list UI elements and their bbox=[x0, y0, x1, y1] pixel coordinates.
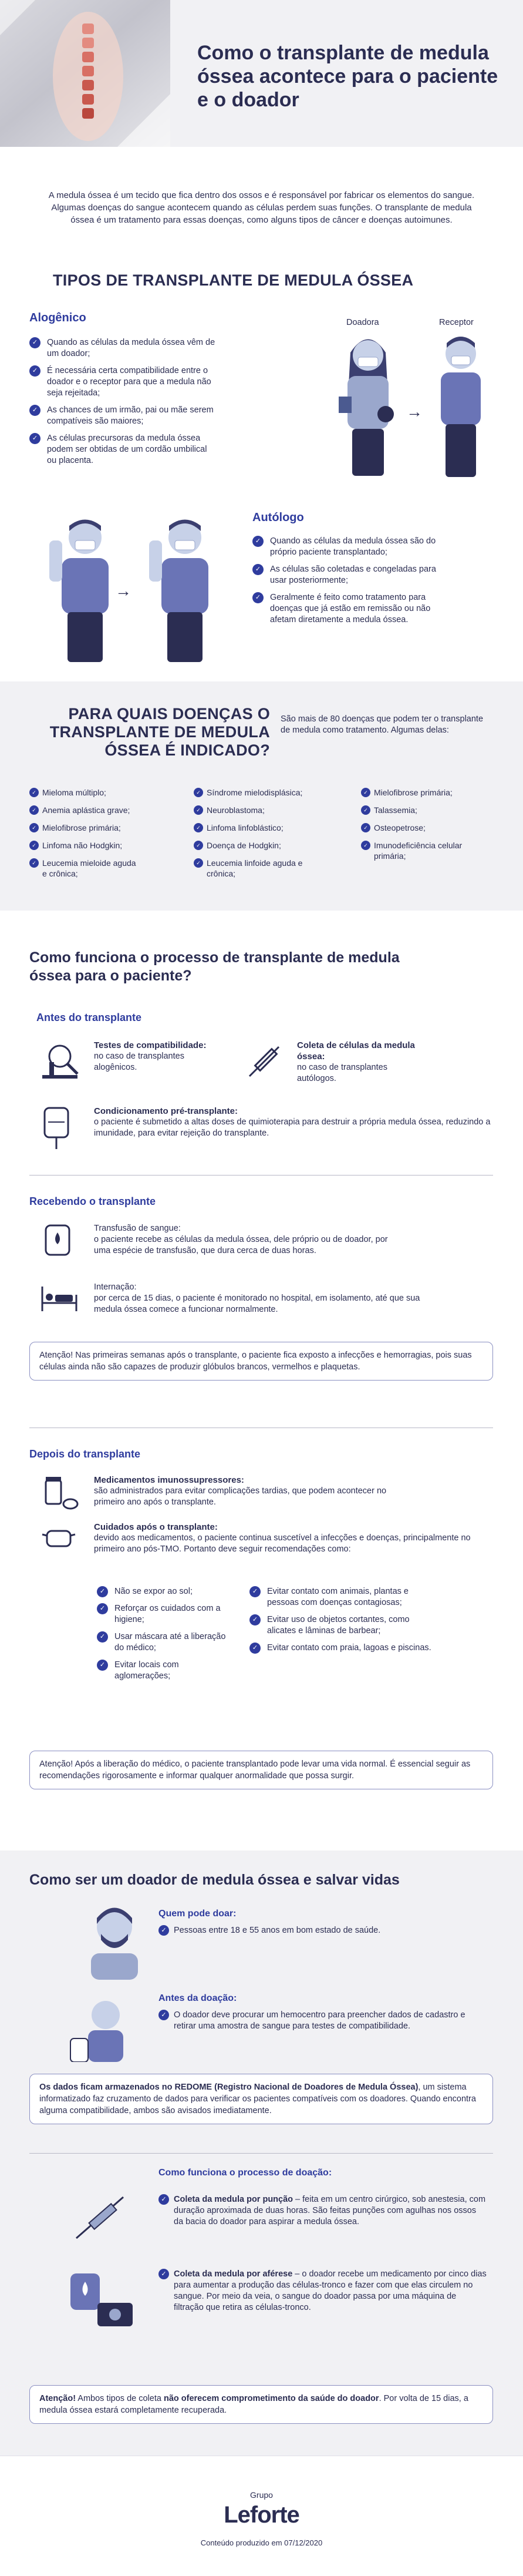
who-item: ✓ Pessoas entre 18 e 55 anos em bom estado de saúde. bbox=[158, 1925, 487, 1936]
check-icon: ✓ bbox=[29, 858, 39, 868]
patient-title: Como funciona o processo de transplante de medula óssea para o paciente? bbox=[29, 949, 400, 984]
disease-item: ✓ Neuroblastoma; bbox=[194, 805, 329, 815]
page-title: Como o transplante de medula óssea acontece para o paciente e o doador bbox=[197, 42, 498, 111]
types-title: TIPOS DE TRANSPLANTE DE MEDULA ÓSSEA bbox=[53, 271, 414, 289]
check-icon: ✓ bbox=[158, 2010, 169, 2020]
receiving-attention-box: Atenção! Nas primeiras semanas após o transplante, o paciente fica exposto a infecções e hemorragias, pois suas células ainda não são capazes de produzir glóbulos brancos, vermelhos e plaquetas. bbox=[29, 1342, 493, 1381]
apheresis-icon bbox=[65, 2268, 141, 2332]
footer-grupo: Grupo bbox=[250, 2490, 273, 2500]
disease-item: ✓ Síndrome mielodisplásica; bbox=[194, 787, 329, 798]
check-icon: ✓ bbox=[97, 1603, 108, 1614]
collect-block bbox=[297, 1040, 426, 1084]
autologo-person-after bbox=[141, 511, 229, 664]
disease-item: ✓ Linfoma não Hodgkin; bbox=[29, 840, 158, 851]
redome-text: , um sistema informatizado faz cruzamento de dados para verificar os pacientes compatíveis com os doadores. Quando encontra alguma compatibilidade, ambos são avisados imediatamente. bbox=[39, 2083, 476, 2115]
care-title: Cuidados após o transplante: bbox=[94, 1522, 218, 1532]
after-attention-box: Atenção! Após a liberação do médico, o paciente transplantado pode levar uma vida normal. É essencial seguir as recomendações rigorosamente e informar qualquer anormalidade que possa surgir. bbox=[29, 1751, 493, 1789]
meds-block bbox=[94, 1475, 399, 1508]
list-item: ✓ Reforçar os cuidados com a higiene; bbox=[97, 1603, 232, 1625]
check-icon: ✓ bbox=[29, 788, 39, 797]
disease-item: ✓ Leucemia linfoide aguda e crônica; bbox=[194, 858, 305, 879]
list-item: ✓ As células são coletadas e congeladas para usar posteriormente; bbox=[252, 564, 446, 586]
internment-block bbox=[94, 1282, 423, 1315]
conditioning-text: o paciente é submetido a altas doses de quimioterapia para destruir a própria medula óssea, reduzindo a imunidade, para evitar rejeição do transplante. bbox=[94, 1117, 491, 1138]
who-title: Quem pode doar: bbox=[158, 1909, 237, 1919]
before-transplant-title: Antes do transplante bbox=[36, 1012, 142, 1023]
check-icon: ✓ bbox=[29, 841, 39, 850]
check-icon: ✓ bbox=[252, 564, 264, 575]
apheresis-item: ✓ Coleta da medula por aférese – o doador recebe um medicamento por cinco dias para aumentar a produção das células-tronco e fazer com que elas circulem no sangue. Por meio da veia, o sangue do doador passa por uma máquina de filtração que retira as células-tronco. bbox=[158, 2269, 487, 2313]
blood-bag-icon bbox=[41, 1222, 76, 1263]
list-item: ✓ Usar máscara até a liberação do médico; bbox=[97, 1631, 232, 1654]
receiving-title: Recebendo o transplante bbox=[29, 1195, 156, 1207]
needle-icon bbox=[70, 2191, 129, 2244]
donor-attention-box: Atenção! Ambos tipos de coleta não oferecem comprometimento da saúde do doador. Por volta de 15 dias, a medula óssea estará completamente recuperada. bbox=[29, 2385, 493, 2424]
donor-person-illustration bbox=[336, 329, 400, 482]
redome-bold: Os dados ficam armazenados no REDOME (Registro Nacional de Doadores de Medula Óssea) bbox=[39, 2083, 419, 2092]
check-icon: ✓ bbox=[194, 788, 203, 797]
list-item: ✓ Evitar contato com praia, lagoas e piscinas. bbox=[249, 1643, 437, 1654]
syringe-icon bbox=[244, 1041, 285, 1082]
receptor-person-illustration bbox=[431, 329, 490, 482]
internment-title: Internação: bbox=[94, 1282, 137, 1292]
check-icon: ✓ bbox=[97, 1631, 108, 1643]
check-icon: ✓ bbox=[29, 365, 41, 377]
list-item: ✓ Quando as células da medula óssea são do próprio paciente transplantado; bbox=[252, 536, 446, 558]
check-icon: ✓ bbox=[194, 823, 203, 832]
list-item: ✓ Evitar locais com aglomerações; bbox=[97, 1660, 232, 1682]
check-icon: ✓ bbox=[29, 805, 39, 815]
check-icon: ✓ bbox=[158, 2194, 169, 2205]
check-icon: ✓ bbox=[361, 841, 370, 850]
meds-title: Medicamentos imunossupressores: bbox=[94, 1475, 244, 1485]
check-icon: ✓ bbox=[249, 1586, 261, 1597]
check-icon: ✓ bbox=[252, 592, 264, 603]
meds-text: são administrados para evitar complicações tardias, que podem acontecer no primeiro ano após o transplante. bbox=[94, 1486, 387, 1507]
check-icon: ✓ bbox=[249, 1643, 261, 1654]
before-donation-title: Antes da doação: bbox=[158, 1993, 237, 2003]
autologo-list bbox=[252, 536, 446, 632]
check-icon: ✓ bbox=[361, 805, 370, 815]
autologo-title: Autólogo bbox=[252, 511, 304, 524]
check-icon: ✓ bbox=[194, 805, 203, 815]
tests-block bbox=[94, 1040, 223, 1073]
tests-title: Testes de compatibilidade: bbox=[94, 1040, 207, 1050]
iv-bag-icon bbox=[36, 1104, 77, 1151]
list-item: ✓ As chances de um irmão, pai ou mãe serem compatíveis são maiores; bbox=[29, 405, 217, 427]
mask-icon bbox=[41, 1522, 76, 1557]
diseases-note: São mais de 80 doenças que podem ter o transplante de medula como tratamento. Algumas delas: bbox=[281, 714, 484, 735]
spine-illustration bbox=[0, 0, 170, 147]
check-icon: ✓ bbox=[97, 1586, 108, 1597]
care-left-list bbox=[97, 1586, 232, 1688]
donor-man-illustration bbox=[82, 1897, 147, 1980]
disease-item: ✓ Mieloma múltiplo; bbox=[29, 787, 158, 798]
alogenico-list bbox=[29, 337, 217, 472]
check-icon: ✓ bbox=[29, 823, 39, 832]
disease-item: ✓ Anemia aplástica grave; bbox=[29, 805, 158, 815]
care-right-list bbox=[249, 1586, 437, 1660]
diseases-title: PARA QUAIS DOENÇAS O TRANSPLANTE DE MEDULA ÓSSEA É INDICADO? bbox=[49, 705, 270, 759]
transfusion-title: Transfusão de sangue: bbox=[94, 1224, 181, 1233]
check-icon: ✓ bbox=[158, 1925, 169, 1936]
disease-item: ✓ Linfoma linfoblástico; bbox=[194, 822, 329, 833]
conditioning-block bbox=[94, 1106, 493, 1139]
list-item: ✓ Evitar uso de objetos cortantes, como alicates e lâminas de barbear; bbox=[249, 1614, 437, 1637]
disease-item: ✓ Mielofibrose primária; bbox=[361, 787, 496, 798]
transfusion-block bbox=[94, 1223, 399, 1257]
donor-title: Como ser um doador de medula óssea e salvar vidas bbox=[29, 1872, 400, 1888]
list-item: ✓ As células precursoras da medula óssea podem ser obtidas de um cordão umbilical ou placenta. bbox=[29, 433, 217, 466]
care-block bbox=[94, 1522, 493, 1555]
punction-item: ✓ Coleta da medula por punção – feita em um centro cirúrgico, sob anestesia, com duração aproximada de duas horas. São feitas punções com agulhas nos ossos da bacia do doador para aspirar a medula óssea. bbox=[158, 2194, 487, 2228]
check-icon: ✓ bbox=[158, 2269, 169, 2279]
before-donation-item: ✓ O doador deve procurar um hemocentro para preencher dados de cadastro e retirar uma amostra de sangue para testes de compatibilidade. bbox=[158, 2010, 487, 2032]
list-item: ✓ Geralmente é feito como tratamento para doenças que já estão em remissão ou não afetam diretamente a medula óssea. bbox=[252, 592, 446, 626]
arrow-right-icon: → bbox=[406, 402, 423, 421]
check-icon: ✓ bbox=[29, 433, 41, 444]
check-icon: ✓ bbox=[194, 858, 203, 868]
check-icon: ✓ bbox=[194, 841, 203, 850]
tests-text: no caso de transplantes alogênicos. bbox=[94, 1052, 184, 1072]
arrow-right-icon: → bbox=[115, 582, 131, 600]
list-item: ✓ É necessária certa compatibilidade entre o doador e o receptor para que a medula não seja rejeitada; bbox=[29, 365, 217, 399]
receptor-label: Receptor bbox=[439, 318, 474, 327]
disease-item: ✓ Doença de Hodgkin; bbox=[194, 840, 329, 851]
hospital-bed-icon bbox=[39, 1281, 80, 1316]
disease-item: ✓ Imunodeficiência celular primária; bbox=[361, 840, 478, 861]
divider bbox=[29, 2153, 493, 2154]
check-icon: ✓ bbox=[97, 1660, 108, 1671]
collect-text: no caso de transplantes autólogos. bbox=[297, 1063, 387, 1083]
disease-item: ✓ Leucemia mieloide aguda e crônica; bbox=[29, 858, 141, 879]
disease-item: ✓ Talassemia; bbox=[361, 805, 496, 815]
hero-header bbox=[0, 0, 523, 147]
check-icon: ✓ bbox=[361, 823, 370, 832]
footer-brand-logo: Leforte bbox=[224, 2502, 299, 2528]
hero-photo bbox=[0, 0, 170, 147]
check-icon: ✓ bbox=[249, 1614, 261, 1625]
check-icon: ✓ bbox=[252, 536, 264, 547]
process-title: Como funciona o processo de doação: bbox=[158, 2168, 332, 2178]
intro-text: A medula óssea é um tecido que fica dentro dos ossos e é responsável por fabricar os elementos do sangue. Algumas doenças do sangue acontecem quando as células perdem suas funções. O transplante de medula óssea é um tratamento para essas doenças, como alguns tipos de câncer e doenças autoimunes. bbox=[48, 190, 475, 225]
list-item: ✓ Evitar contato com animais, plantas e pessoas com doenças contagiosas; bbox=[249, 1586, 437, 1608]
transfusion-text: o paciente recebe as células da medula óssea, dele próprio ou de doador, por uma espécie de transfusão, que dura cerca de duas horas. bbox=[94, 1235, 388, 1255]
footer-credit: Conteúdo produzido em 07/12/2020 bbox=[200, 2538, 323, 2547]
donor-label: Doadora bbox=[346, 318, 379, 327]
disease-item: ✓ Osteopetrose; bbox=[361, 822, 496, 833]
donor-blood-test-illustration bbox=[65, 1991, 141, 2062]
alogenico-title: Alogênico bbox=[29, 311, 86, 324]
internment-text: por cerca de 15 dias, o paciente é monitorado no hospital, em isolamento, até que sua medula óssea comece a funcionar normalmente. bbox=[94, 1294, 420, 1314]
footer bbox=[0, 2456, 523, 2576]
check-icon: ✓ bbox=[361, 788, 370, 797]
divider bbox=[29, 1175, 493, 1176]
pills-icon bbox=[41, 1475, 82, 1516]
collect-title: Coleta de células da medula óssea: bbox=[297, 1040, 415, 1062]
microscope-icon bbox=[36, 1039, 83, 1086]
after-title: Depois do transplante bbox=[29, 1448, 141, 1460]
check-icon: ✓ bbox=[29, 337, 41, 348]
before-donation-block bbox=[158, 1993, 487, 2032]
check-icon: ✓ bbox=[29, 405, 41, 416]
who-block bbox=[158, 1908, 487, 1936]
conditioning-title: Condicionamento pré-transplante: bbox=[94, 1106, 238, 1116]
list-item: ✓ Não se expor ao sol; bbox=[97, 1586, 232, 1597]
disease-item: ✓ Mielofibrose primária; bbox=[29, 822, 158, 833]
redome-box bbox=[29, 2074, 493, 2124]
list-item: ✓ Quando as células da medula óssea vêm de um doador; bbox=[29, 337, 217, 360]
care-text: devido aos medicamentos, o paciente continua suscetível a infecções e doenças, principalmente no primeiro ano pós-TMO. Portanto deve seguir recomendações como: bbox=[94, 1533, 471, 1554]
